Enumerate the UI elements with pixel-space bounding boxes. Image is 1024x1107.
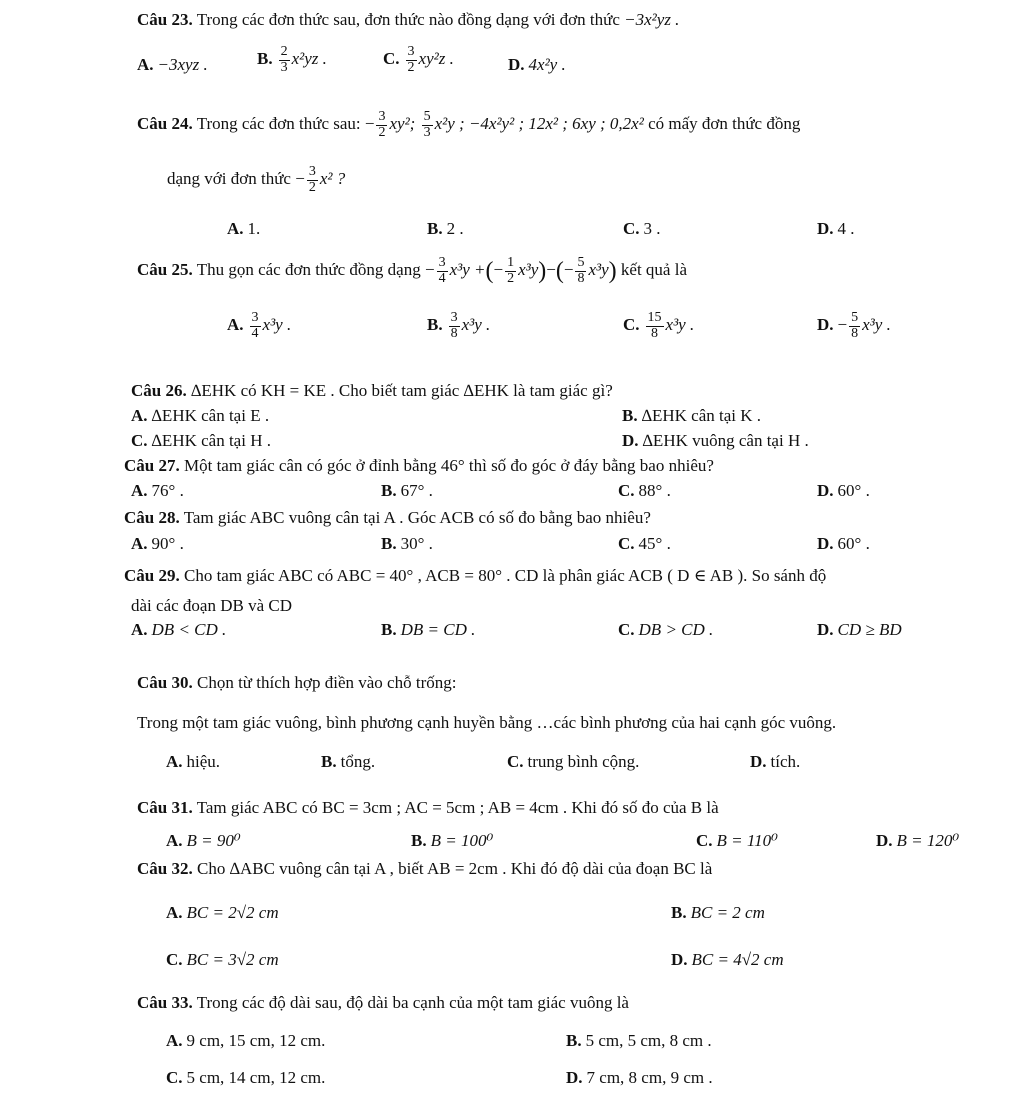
term-2: x³y: [518, 260, 539, 280]
option-text: BC = 4√2 cm: [691, 950, 784, 969]
term-1: x³y +: [449, 260, 486, 280]
option-label: D.: [876, 831, 893, 850]
question-label: Câu 29.: [124, 566, 180, 585]
option-29-d[interactable]: [817, 620, 902, 640]
option-label: A.: [166, 752, 183, 771]
option-text: ∆EHK cân tại E .: [151, 406, 270, 425]
option-label: B.: [411, 831, 427, 850]
option-text: 5 cm, 5 cm, 8 cm .: [585, 1031, 712, 1050]
question-33: [137, 993, 629, 1013]
option-32-a[interactable]: [166, 903, 279, 923]
question-label: Câu 28.: [124, 508, 180, 527]
question-label: Câu 32.: [137, 859, 193, 878]
option-label: C.: [623, 315, 640, 335]
option-label: C.: [623, 219, 640, 238]
option-31-a[interactable]: [166, 831, 241, 851]
option-28-a[interactable]: [131, 534, 184, 554]
option-label: B.: [381, 620, 397, 639]
option-text: tích.: [770, 752, 801, 771]
question-label: Câu 26.: [131, 381, 187, 400]
option-label: A.: [137, 55, 154, 74]
term-fraction: $\frac{1}{2}$: [507, 255, 515, 286]
option-text: DB > CD .: [638, 620, 714, 639]
option-label: A.: [131, 481, 148, 500]
option-text: B = 100⁰: [430, 831, 494, 850]
option-label: D.: [817, 620, 834, 639]
question-text: dài các đoạn DB và CD: [131, 596, 292, 615]
option-label: B.: [257, 49, 273, 69]
option-text: BC = 2√2 cm: [186, 903, 279, 922]
option-label: C.: [618, 620, 635, 639]
term-fraction: $\frac{3}{2}$: [308, 164, 316, 195]
option-23-c[interactable]: [383, 45, 454, 75]
question-text: Cho tam giác ABC có ABC = 40° , ACB = 80° . CD là phân giác ACB ( D ∈ AB ). So sánh độ: [183, 566, 827, 585]
option-text: ∆EHK cân tại K .: [641, 406, 762, 425]
option-text: DB < CD .: [151, 620, 227, 639]
option-32-b[interactable]: [671, 903, 765, 923]
option-text: BC = 3√2 cm: [186, 950, 279, 969]
option-text: −3xyz .: [157, 55, 208, 74]
option-label: C.: [166, 950, 183, 969]
question-text: Thu gọn các đơn thức đồng dạng: [196, 260, 421, 280]
option-label: C.: [131, 431, 148, 450]
option-27-b[interactable]: [381, 481, 433, 501]
option-label: D.: [508, 55, 525, 74]
question-expression: −3x²yz .: [624, 10, 680, 29]
option-label: B.: [622, 406, 638, 425]
question-text: Chọn từ thích hợp điền vào chỗ trống:: [196, 673, 457, 692]
option-24-c[interactable]: [623, 219, 661, 239]
term-1: xy²;: [389, 114, 416, 134]
question-text: dạng với đơn thức: [167, 169, 291, 189]
option-28-d[interactable]: [817, 534, 870, 554]
option-label: A.: [131, 534, 148, 553]
question-31: [137, 798, 719, 818]
option-31-d[interactable]: [876, 831, 959, 851]
term-fraction: $\frac{5}{8}$: [577, 255, 585, 286]
question-label: Câu 25.: [137, 260, 193, 280]
option-23-b[interactable]: [257, 45, 327, 75]
option-31-b[interactable]: [411, 831, 493, 851]
option-33-b[interactable]: [566, 1031, 712, 1051]
question-text: ∆EHK có KH = KE . Cho biết tam giác ∆EHK là tam giác gì?: [190, 381, 613, 400]
option-31-c[interactable]: [696, 831, 778, 851]
option-text: B = 120⁰: [896, 831, 960, 850]
option-label: C.: [166, 1068, 183, 1087]
option-text: 60° .: [837, 481, 870, 500]
option-28-b[interactable]: [381, 534, 433, 554]
question-tail: có mấy đơn thức đồng: [648, 114, 801, 134]
option-33-d[interactable]: [566, 1068, 713, 1088]
option-25-c[interactable]: [623, 311, 694, 341]
option-text: hiệu.: [186, 752, 221, 771]
option-label: D.: [622, 431, 639, 450]
option-29-c[interactable]: [618, 620, 713, 640]
question-24: Câu 24. Trong các đơn thức sau: − $\frac{3}{2}$ xy²; $\frac{5}{3}$ x²y ; −4x²y² ; 12x² ; 6xy ; 0,2x² có mấy đơn thức đồng: [137, 109, 801, 140]
question-text: Trong các độ dài sau, độ dài ba cạnh của một tam giác vuông là: [196, 993, 629, 1012]
option-text: 30° .: [400, 534, 433, 553]
option-label: A.: [131, 406, 148, 425]
question-text: Trong các đơn thức sau:: [196, 114, 361, 134]
option-label: A.: [166, 1031, 183, 1050]
option-27-d[interactable]: [817, 481, 870, 501]
option-26-d[interactable]: [622, 431, 809, 451]
option-label: C.: [618, 481, 635, 500]
term-2: x²y ; −4x²y² ; 12x² ; 6xy ; 0,2x²: [434, 114, 644, 134]
option-label: B.: [427, 219, 443, 238]
question-label: Câu 33.: [137, 993, 193, 1012]
option-label: C.: [696, 831, 713, 850]
question-text: Trong các đơn thức sau, đơn thức nào đồng dạng với đơn thức: [196, 10, 620, 29]
question-label: Câu 24.: [137, 114, 193, 134]
option-label: A.: [166, 831, 183, 850]
option-text: x³y .: [262, 315, 292, 335]
option-29-b[interactable]: [381, 620, 475, 640]
option-26-a[interactable]: [131, 406, 269, 426]
option-label: A.: [166, 903, 183, 922]
option-label: B.: [671, 903, 687, 922]
question-29-line2: [131, 596, 292, 616]
term-3: x² ?: [319, 169, 346, 189]
option-text: 88° .: [638, 481, 671, 500]
option-30-c[interactable]: [507, 752, 639, 772]
option-text: trung bình cộng.: [527, 752, 640, 771]
question-text: Trong một tam giác vuông, bình phương cạnh huyền bằng …các bình phương của hai cạnh góc vuông.: [137, 713, 837, 732]
option-text: DB = CD .: [400, 620, 476, 639]
option-30-d[interactable]: [750, 752, 800, 772]
question-text: Cho ∆ABC vuông cân tại A , biết AB = 2cm . Khi đó độ dài của đoạn BC là: [196, 859, 713, 878]
option-text: BC = 2 cm: [690, 903, 765, 922]
option-24-b[interactable]: [427, 219, 464, 239]
question-28: [124, 508, 651, 528]
option-text: 3 .: [643, 219, 661, 238]
term-fraction: $\frac{5}{3}$: [423, 109, 431, 140]
option-text: x²yz .: [291, 49, 327, 69]
option-text: ∆EHK vuông cân tại H .: [642, 431, 809, 450]
question-23: [137, 10, 679, 30]
option-32-c[interactable]: [166, 950, 279, 970]
option-text: x³y .: [461, 315, 491, 335]
option-label: D.: [817, 219, 834, 238]
option-fraction: $\frac{3}{2}$: [407, 44, 415, 75]
question-label: Câu 23.: [137, 10, 193, 29]
option-33-c[interactable]: [166, 1068, 325, 1088]
option-24-d[interactable]: [817, 219, 855, 239]
option-label: B.: [321, 752, 337, 771]
option-label: C.: [618, 534, 635, 553]
option-27-a[interactable]: [131, 481, 184, 501]
option-24-a[interactable]: [227, 219, 260, 239]
question-27: [124, 456, 714, 476]
question-30-line2: [137, 713, 836, 733]
option-23-d[interactable]: [508, 55, 566, 75]
option-25-d[interactable]: D. − $\frac{5}{8}$ x³y .: [817, 310, 891, 341]
question-32: [137, 859, 712, 879]
option-text: 7 cm, 8 cm, 9 cm .: [586, 1068, 713, 1087]
option-text: B = 110⁰: [716, 831, 778, 850]
option-fraction: $\frac{15}{8}$: [647, 310, 662, 341]
option-text: xy²z .: [418, 49, 454, 69]
question-24-line2: dạng với đơn thức − $\frac{3}{2}$ x² ?: [167, 164, 346, 195]
option-label: A.: [227, 315, 244, 335]
option-text: B = 90⁰: [186, 831, 241, 850]
question-text: Tam giác ABC vuông cân tại A . Góc ACB có số đo bằng bao nhiêu?: [183, 508, 651, 527]
option-30-b[interactable]: [321, 752, 375, 772]
option-text: 4x²y .: [528, 55, 566, 74]
question-label: Câu 27.: [124, 456, 180, 475]
option-23-a[interactable]: [137, 55, 208, 75]
option-29-a[interactable]: [131, 620, 226, 640]
option-25-b[interactable]: [427, 311, 490, 341]
question-30: [137, 673, 456, 693]
option-fraction: $\frac{2}{3}$: [280, 44, 288, 75]
option-text: 76° .: [151, 481, 184, 500]
question-text: Tam giác ABC có BC = 3cm ; AC = 5cm ; AB = 4cm . Khi đó số đo của B là: [196, 798, 719, 817]
option-27-c[interactable]: [618, 481, 671, 501]
option-text: 1.: [247, 219, 261, 238]
question-26: [131, 381, 613, 401]
option-label: D.: [750, 752, 767, 771]
question-label: Câu 30.: [137, 673, 193, 692]
question-label: Câu 31.: [137, 798, 193, 817]
option-text: CD ≥ BD: [837, 620, 902, 639]
option-28-c[interactable]: [618, 534, 671, 554]
option-text: 4 .: [837, 219, 855, 238]
option-text: 60° .: [837, 534, 870, 553]
option-label: B.: [566, 1031, 582, 1050]
option-label: B.: [427, 315, 443, 335]
option-30-a[interactable]: [166, 752, 220, 772]
option-label: A.: [227, 219, 244, 238]
option-label: B.: [381, 481, 397, 500]
option-label: D.: [817, 481, 834, 500]
term-fraction: $\frac{3}{2}$: [378, 109, 386, 140]
option-text: 67° .: [400, 481, 433, 500]
option-label: D.: [817, 534, 834, 553]
option-text: x³y .: [862, 315, 891, 335]
term-fraction: $\frac{3}{4}$: [438, 255, 446, 286]
option-label: C.: [383, 49, 400, 69]
option-text: 90° .: [151, 534, 184, 553]
option-label: A.: [131, 620, 148, 639]
option-26-b[interactable]: [622, 406, 761, 426]
option-26-c[interactable]: [131, 431, 271, 451]
question-text: Một tam giác cân có góc ở đỉnh bằng 46° thì số đo góc ở đáy bằng bao nhiêu?: [183, 456, 714, 475]
question-25: Câu 25. Thu gọn các đơn thức đồng dạng − $\frac{3}{4}$ x³y +(− $\frac{1}{2}$ x³y)−(− $\frac{5}{8}$ x³y) kết quả là: [137, 255, 687, 286]
option-text: ∆EHK cân tại H .: [151, 431, 271, 450]
option-label: D.: [671, 950, 688, 969]
option-fraction: $\frac{5}{8}$: [851, 310, 859, 341]
option-text: 9 cm, 15 cm, 12 cm.: [186, 1031, 326, 1050]
option-label: B.: [381, 534, 397, 553]
option-text: 45° .: [638, 534, 671, 553]
option-33-a[interactable]: [166, 1031, 325, 1051]
option-label: D.: [817, 315, 834, 335]
option-text: 2 .: [446, 219, 464, 238]
question-29: [124, 566, 826, 586]
question-tail: kết quả là: [620, 260, 687, 280]
option-32-d[interactable]: [671, 950, 784, 970]
option-text: tổng.: [340, 752, 376, 771]
option-label: C.: [507, 752, 524, 771]
option-fraction: $\frac{3}{4}$: [251, 310, 259, 341]
option-fraction: $\frac{3}{8}$: [450, 310, 458, 341]
term-3: x³y: [588, 260, 609, 280]
option-label: D.: [566, 1068, 583, 1087]
option-25-a[interactable]: [227, 311, 291, 341]
option-text: x³y .: [665, 315, 695, 335]
option-text: 5 cm, 14 cm, 12 cm.: [186, 1068, 326, 1087]
